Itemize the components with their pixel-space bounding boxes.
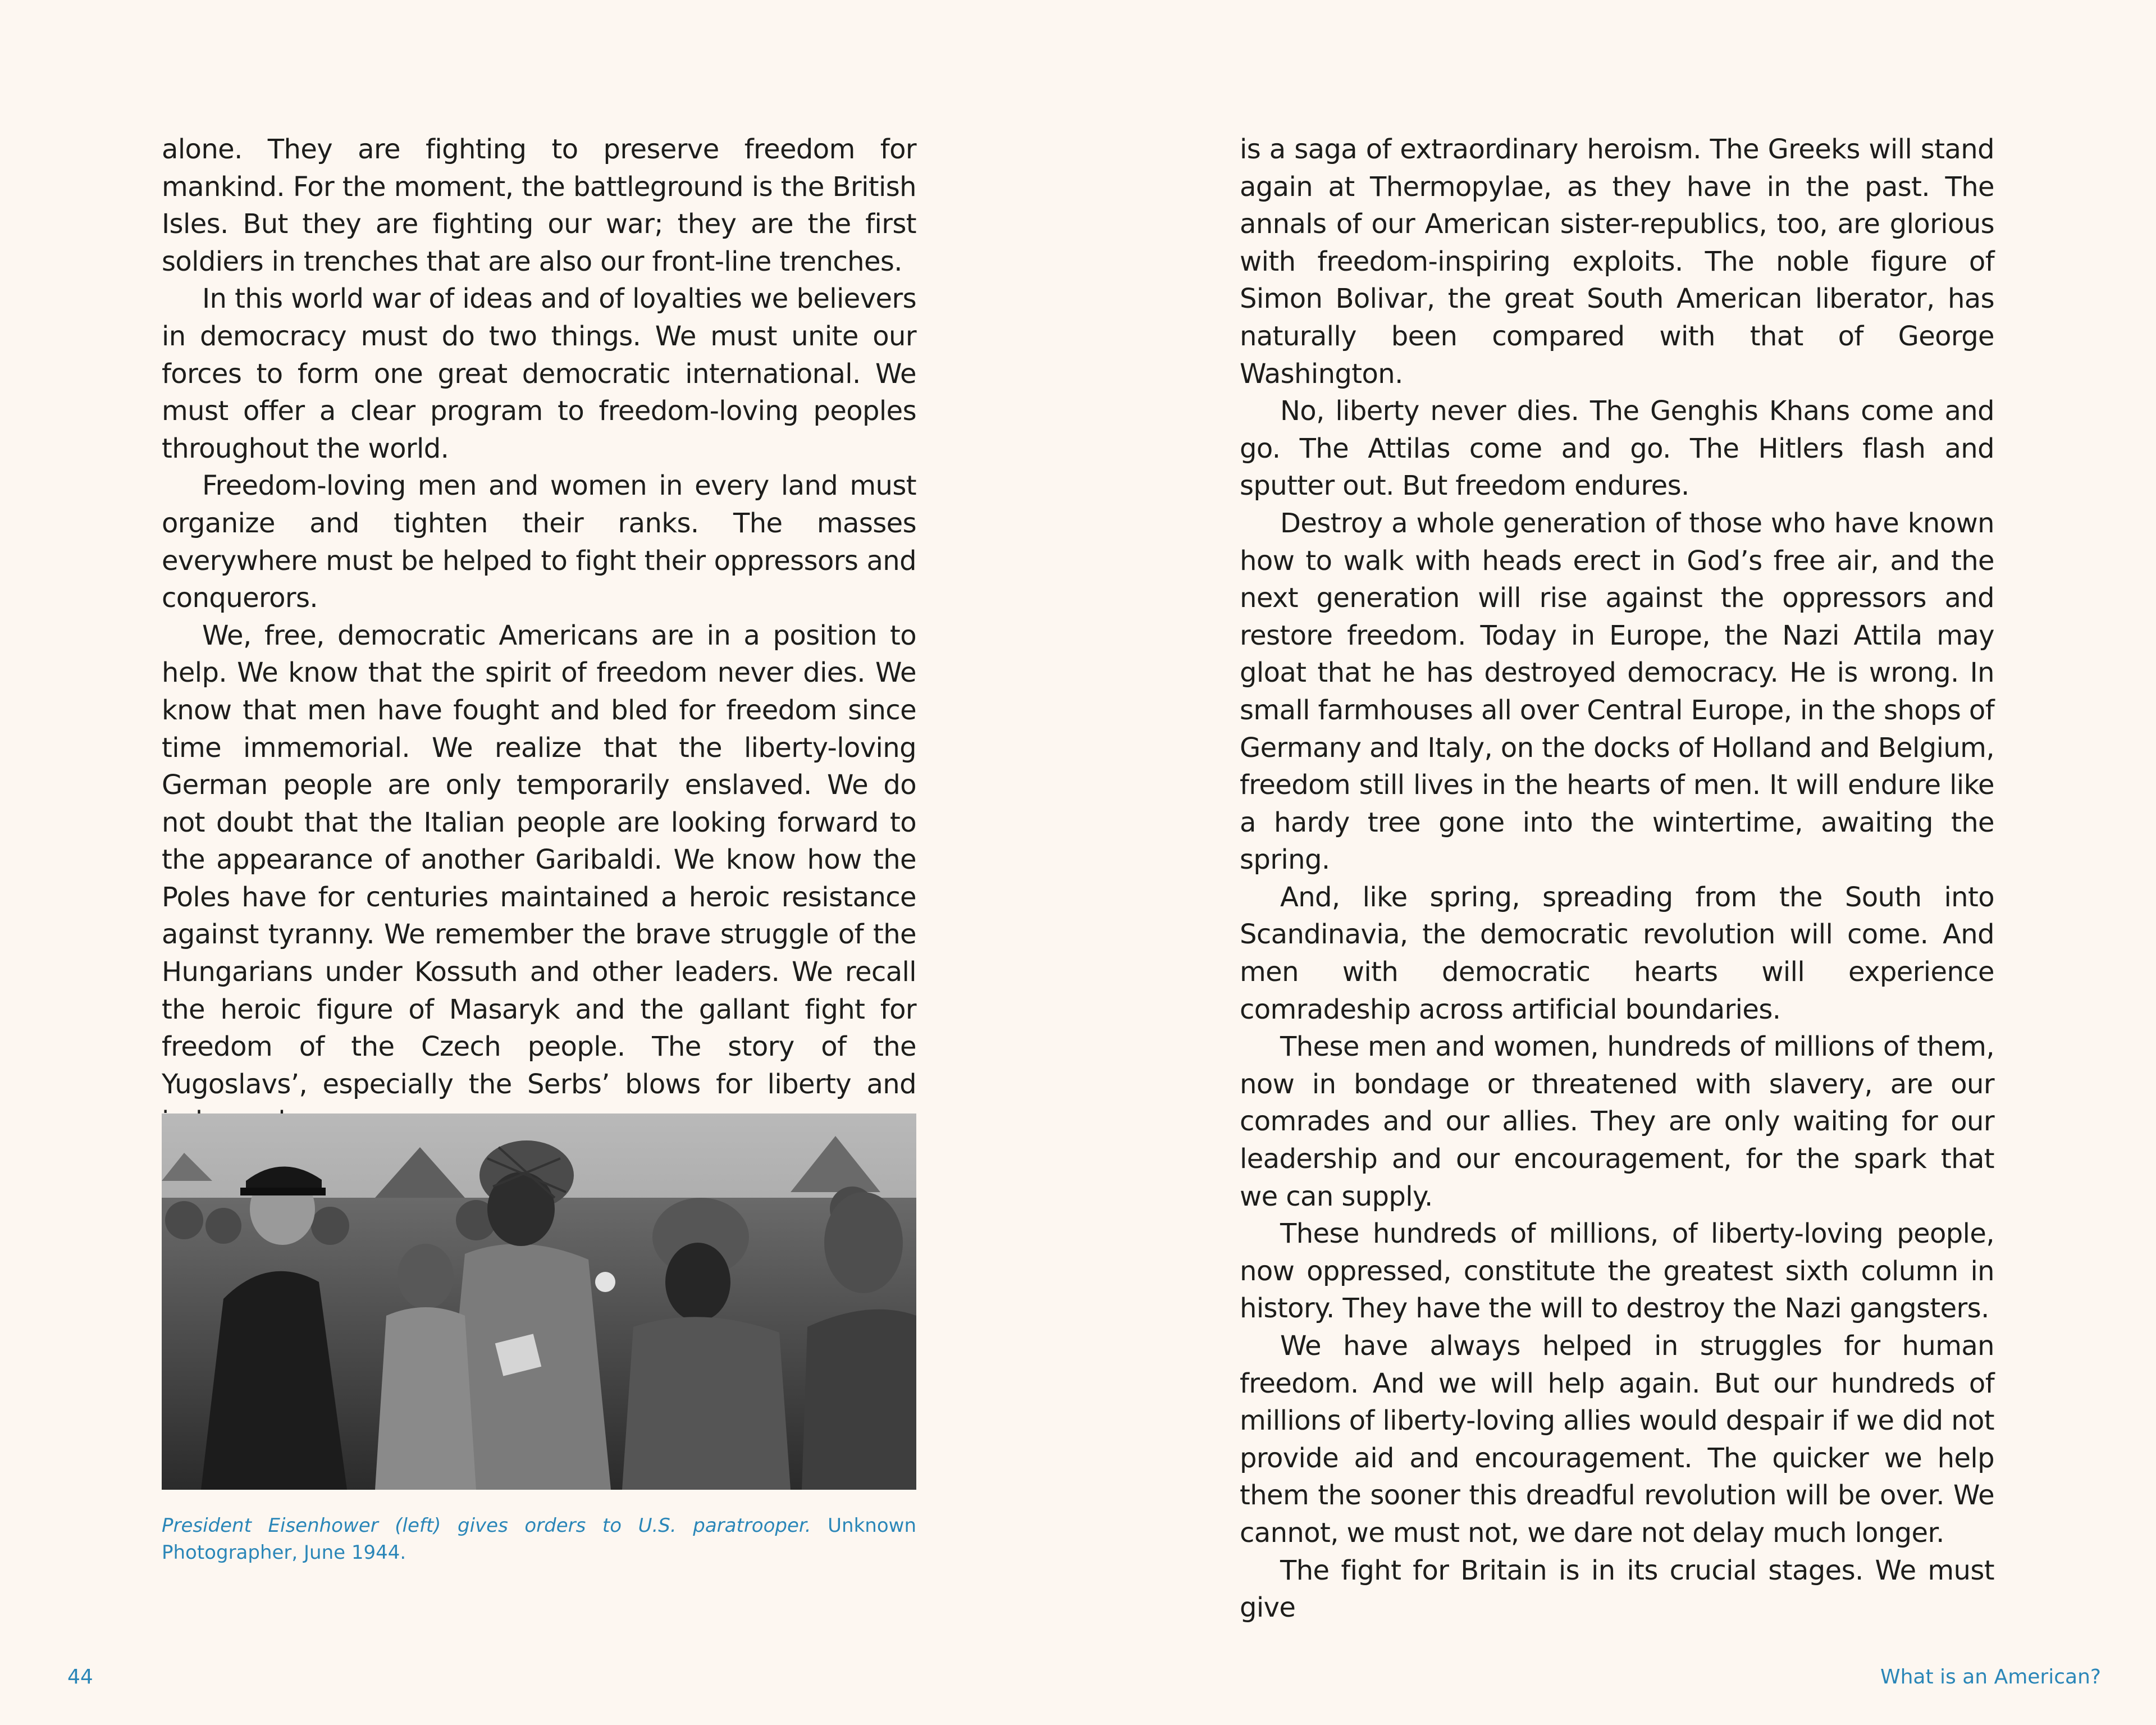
caption-credit: Unknown Photographer, June 1944. (162, 1514, 916, 1564)
paragraph: These hundreds of millions, of liberty-loving people, now oppressed, constitute the greatest sixth column in history. They have the will to destroy the Nazi gangsters. (1240, 1218, 1994, 1325)
page-number: 44 (67, 1665, 93, 1689)
paragraph: We, free, democratic Americans are in a position to help. We know that the spirit of freedom never dies. We know that men have fought and bled for freedom since time immemorial. We realize that the liberty-loving German people are only temporarily enslaved. We do not doubt that the Italian people are looking forward to the appearance of another Garibaldi. We know how the Poles have for centuries maintained a heroic resistance against tyranny. We remember the brave struggle of the Hungarians under Kossuth and other leaders. We recall the heroic figure of Masaryk and the gallant fight for freedom of the Czech people. The story of the Yugoslavs’, especially the Serbs’ blows for liberty and (162, 619, 916, 1100)
paragraph: is a saga of extraordinary heroism. The Greeks will stand again at Thermopylae, as they have in the past. The annals of our American sister-republics, too, are glorious with freedom-inspiring exploits. The noble figure of Simon Bolivar, the great South American liberator, has naturally been compared with that of George Washington. (1240, 134, 1994, 390)
paragraph: Freedom-loving men and women in every land must organize and tighten their ranks. The masses everywhere must be helped to fight their oppressors and conquerors. (162, 470, 916, 614)
caption-title: President Eisenhower (left) gives orders to U.S. paratrooper. (162, 1514, 811, 1537)
paragraph: Destroy a whole generation of those who have known how to walk with heads erect in God’s free air, and the next generation will rise against the oppressors and restore freedom. Today in Europe, the Nazi Attila may gloat that he has destroyed democracy. He is wrong. In small farmhouses all over Central Europe, in the shops of Germany and Italy, on the docks of Holland and Belgium, freedom still lives in the hearts of men. It will endure like a hardy tree gone into the wintertime, awaiting the spring. (1240, 507, 1994, 876)
right-text-column (1240, 131, 1994, 1627)
paragraph: No, liberty never dies. The Genghis Khans come and go. The Attilas come and go. The Hitlers flash and sputter out. But freedom endures. (1240, 395, 1994, 502)
paragraph: The fight for Britain is in its crucial stages. We must give (1240, 1554, 1994, 1624)
paragraph: In this world war of ideas and of loyalties we believers in democracy must do two things. We must unite our forces to form one great democratic international. We must offer a clear program to freedom-loving peoples throughout the world. (162, 283, 916, 464)
photo-caption (162, 1512, 916, 1566)
running-head: What is an American? (1880, 1665, 2101, 1689)
left-text-column (162, 131, 916, 1140)
eisenhower-paratroopers-photo (162, 1114, 916, 1490)
paragraph: alone. They are fighting to preserve freedom for mankind. For the moment, the battleground is the British Isles. But they are fighting our war; they are the first soldiers in trenches that are also our front-line trenches. (162, 134, 916, 277)
paragraph: And, like spring, spreading from the South into Scandinavia, the democratic revolution will come. And men with democratic hearts will experience comradeship across artificial boundaries. (1240, 881, 1994, 1025)
paragraph: We have always helped in struggles for human freedom. And we will help again. But our hundreds of millions of liberty-loving allies would despair if we did not provide aid and encouragement. The quicker we help them the sooner this dreadful revolution will be over. We cannot, we must not, we dare not delay much longer. (1240, 1330, 1995, 1549)
paragraph: These men and women, hundreds of millions of them, now in bondage or threatened with slavery, are our comrades and our allies. They are only waiting for our leadership and our encouragement, for the spark that we can supply. (1240, 1031, 1994, 1212)
